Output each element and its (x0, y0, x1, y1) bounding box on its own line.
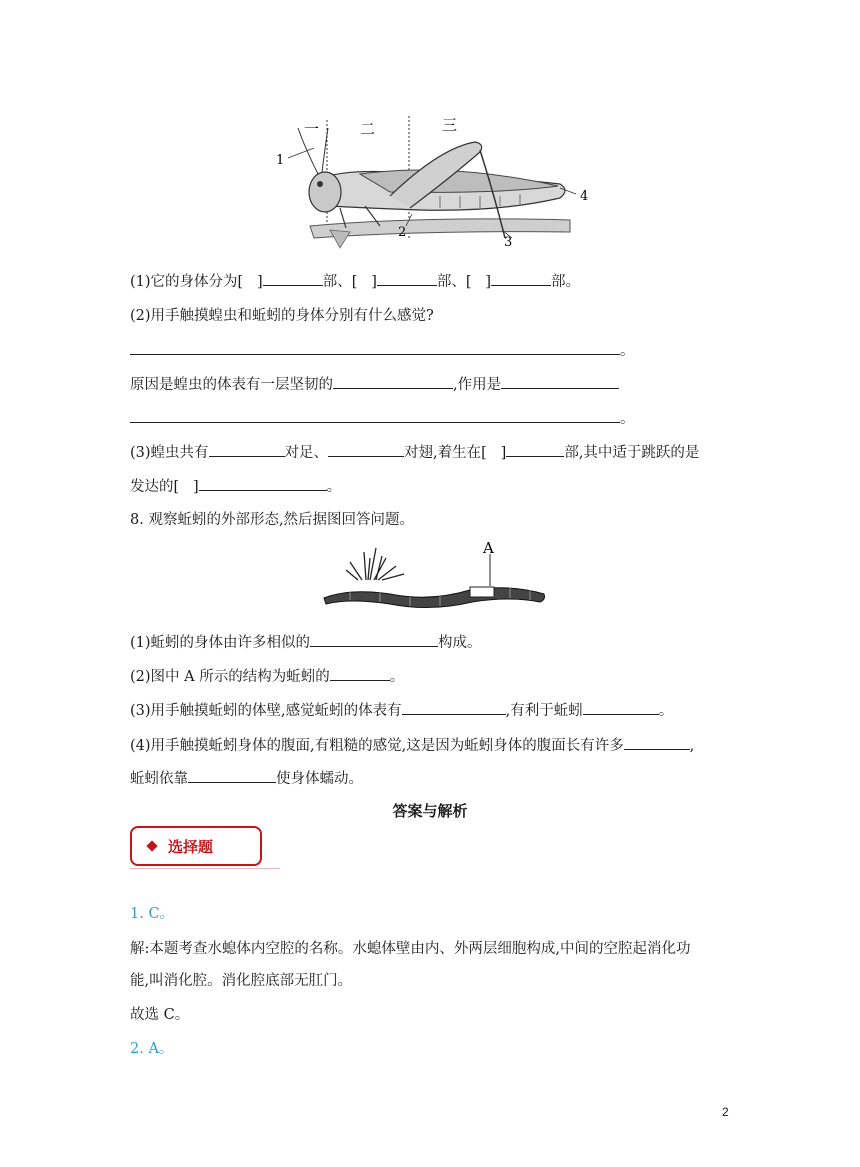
q7-part3: (3)蝗虫共有 对足、 对翅,着生在[ ] 部,其中适于跳跃的是 (130, 442, 699, 463)
answer-1-explanation-2: 能,叫消化腔。消化腔底部无肛门。 (130, 973, 353, 989)
badge-label: 选择题 (168, 838, 214, 856)
answer-blank[interactable] (506, 442, 564, 457)
label-2: 2 (398, 225, 407, 240)
grasshopper-figure (270, 108, 600, 258)
answer-2-number: 2. A。 (130, 1041, 174, 1057)
label-4: 4 (580, 189, 589, 204)
answer-1-number: 1. C。 (130, 906, 175, 922)
answer-blank[interactable] (130, 408, 620, 423)
answer-1-explanation-1: 解:本题考查水螅体内空腔的名称。水螅体壁由内、外两层细胞构成,中间的空腔起消化功 (130, 941, 691, 957)
answer-blank[interactable] (491, 271, 551, 286)
answer-blank[interactable] (583, 700, 659, 715)
answer-blank[interactable] (263, 271, 323, 286)
q8-part3: (3)用手触摸蚯蚓的体壁,感觉蚯蚓的体表有 ,有利于蚯蚓 。 (130, 700, 673, 721)
answer-blank[interactable] (328, 442, 404, 457)
q8-title: 8. 观察蚯蚓的外部形态,然后据图回答问题。 (130, 512, 415, 528)
answer-blank[interactable] (501, 374, 619, 389)
answer-blank[interactable] (130, 340, 620, 355)
answer-blank[interactable] (624, 735, 690, 750)
answers-heading: 答案与解析 (392, 802, 468, 820)
answer-blank[interactable] (209, 442, 285, 457)
section-label-2: 二 (360, 120, 376, 138)
q8-part4: (4)用手触摸蚯蚓身体的腹面,有粗糙的感觉,这是因为蚯蚓身体的腹面长有许多 , (130, 735, 694, 756)
diamond-icon (146, 840, 157, 851)
q7-part2-answer-line2: 。 (130, 408, 635, 429)
page-number: 2 (722, 1105, 729, 1119)
q8-part2: (2)图中 A 所示的结构为蚯蚓的 。 (130, 666, 404, 687)
q8-part4-cont: 蚯蚓依靠 使身体蠕动。 (130, 768, 363, 789)
q7-part1: (1)它的身体分为[ ] 部、[ ] 部、[ ] 部。 (130, 271, 580, 292)
answer-1-conclusion: 故选 C。 (130, 1007, 190, 1023)
section-label-1: 一 (304, 120, 320, 138)
answer-blank[interactable] (188, 768, 276, 783)
q7-part3-cont: 发达的[ ] 。 (130, 476, 341, 497)
q7-part2-reason: 原因是蝗虫的体表有一层坚韧的 ,作用是 (130, 374, 619, 395)
section-label-3: 三 (442, 116, 458, 134)
answer-blank[interactable] (333, 374, 453, 389)
q8-part1: (1)蚯蚓的身体由许多相似的 构成。 (130, 632, 482, 653)
earthworm-figure (320, 540, 550, 612)
q7-part2-question: (2)用手触摸蝗虫和蚯蚓的身体分别有什么感觉? (130, 308, 434, 324)
label-a: A (483, 540, 494, 557)
label-3: 3 (504, 235, 513, 250)
answer-blank[interactable] (199, 476, 327, 491)
answer-blank[interactable] (330, 666, 390, 681)
answer-blank[interactable] (402, 700, 506, 715)
q7-part2-answer-line: 。 (130, 340, 635, 361)
answer-blank[interactable] (377, 271, 437, 286)
answer-blank[interactable] (310, 632, 438, 647)
label-1: 1 (276, 153, 285, 168)
section-badge (130, 826, 262, 866)
